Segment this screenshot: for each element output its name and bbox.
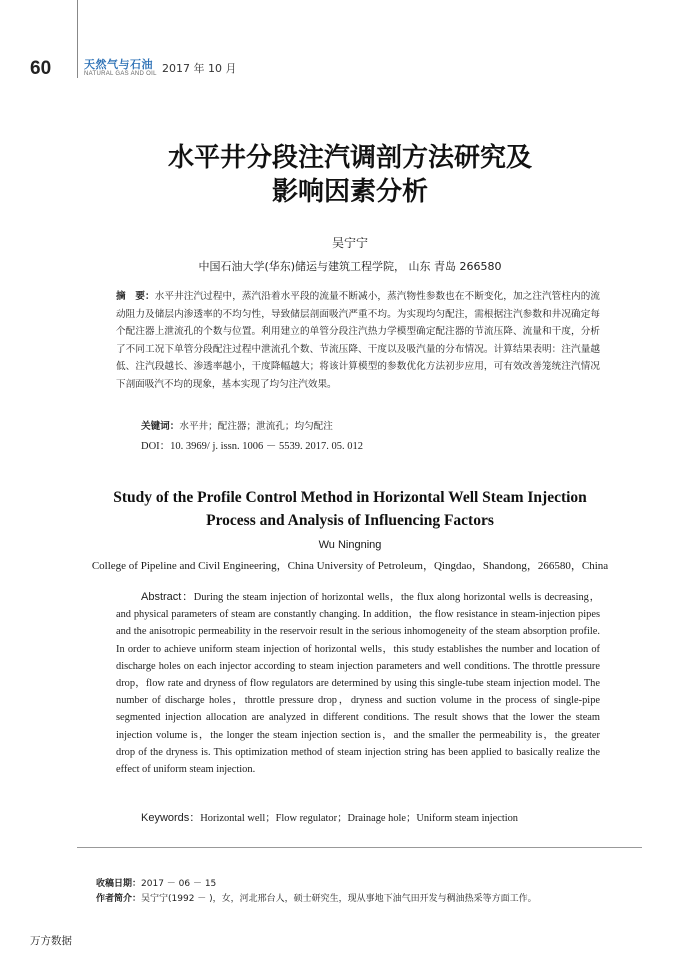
en-keywords (141, 809, 518, 825)
en-affiliation: College of Pipeline and Civil Engineering，China University of Petroleum，Qingdao，Shandong，266580，China (91, 560, 609, 572)
en-abstract (116, 589, 600, 778)
cn-keywords (141, 418, 333, 432)
cn-title-line-1: 水平井分段注汽调剖方法研究及 (167, 143, 532, 173)
wanfang-watermark: 万方数据 (30, 935, 72, 947)
page-number: 60 (30, 58, 52, 79)
footnote-divider (77, 847, 642, 848)
cn-keywords-text: 水平井；配注器；泄流孔；均匀配注 (179, 421, 333, 432)
en-abstract-label: Abstract： (141, 591, 194, 603)
en-author: Wu Ningning (318, 539, 382, 551)
cn-abstract-label: 摘 要： (116, 291, 155, 302)
journal-logo-english: NATURAL GAS AND OIL (84, 71, 157, 77)
cn-author: 吴宁宁 (331, 236, 368, 250)
cn-title-line-2: 影响因素分析 (271, 177, 428, 207)
issue-date: 2017 年 10 月 (162, 62, 237, 75)
received-date (96, 876, 216, 889)
received-date-value: 2017 － 06 － 15 (141, 879, 217, 889)
cn-affiliation: 中国石油大学(华东)储运与建筑工程学院， 山东 青岛 266580 (198, 260, 502, 273)
doi: DOI：10. 3969/ j. issn. 1006 － 5539. 2017. 05. 012 (141, 441, 363, 452)
en-keywords-text: Horizontal well；Flow regulator；Drainage hole；Uniform steam injection (200, 813, 518, 824)
received-date-label: 收稿日期： (96, 879, 142, 889)
en-abstract-text: During the steam injection of horizontal wells，the flux along horizontal wells is decreasing，and physical parameters of steam are constantly changing. In addition，the flow resistance in steam-injection pipes and the anisotropic permeability in the reservoir result in the serious inhomogeneity of the steam absorption profile. In order to achieve uniform steam injection of horizontal wells，this study establishes the number and location of discharge holes on each injector according to steam injection parameters and well conditions. The throttle pressure drop，flow rate and dryness of flow regulators are determined by using this single-tube steam injection model. The number of discharge holes，throttle pressure drop，dryness and suction volume in the process of single-pipe segmented injection allocation are analyzed in different conditions. The result shows that the lower the steam injection volume is，the longer the steam injection section is，and the smaller the permeability is，the greater drop of the dryness is. This optimization method of steam injection string has been applied to basically realize the effect of uniform steam injection. (116, 592, 600, 776)
author-bio (96, 891, 537, 904)
cn-abstract-text: 水平井注汽过程中，蒸汽沿着水平段的流量不断减小，蒸汽物性参数也在不断变化，加之注汽管柱内的流动阻力及储层内渗透率的不均匀性，导致储层剖面吸汽严重不均。为实现均匀配注，需根据注汽参数和井况确定每个配注器上泄流孔的个数与位置。利用建立的单管分段注汽热力学模型确定配注器的节流压降、流量和干度，分析了不同工况下单管分段配注过程中泄流孔个数、节流压降、干度以及吸汽量的分布情况。计算结果表明：注汽量越低、注汽段越长、渗透率越小，干度降幅越大；将该计算模型的参数优化方法初步应用，可有效改善笼统注汽情况下剖面吸汽不均的现象，基本实现了均匀注汽效果。 (116, 291, 601, 390)
en-title-line-2: Process and Analysis of Influencing Factors (206, 512, 494, 529)
cn-abstract (116, 288, 600, 393)
cn-keywords-label: 关键词： (141, 421, 180, 432)
header-divider-line (77, 0, 78, 78)
author-bio-label: 作者简介： (96, 894, 142, 904)
en-title-line-1: Study of the Profile Control Method in Horizontal Well Steam Injection (113, 489, 587, 506)
en-keywords-label: Keywords： (141, 812, 201, 824)
journal-logo: 天然气与石油 (84, 58, 153, 71)
author-bio-value: 吴宁宁(1992 － )，女，河北邢台人，硕士研究生，现从事地下油气田开发与稠油热采等方面工作。 (141, 894, 537, 904)
